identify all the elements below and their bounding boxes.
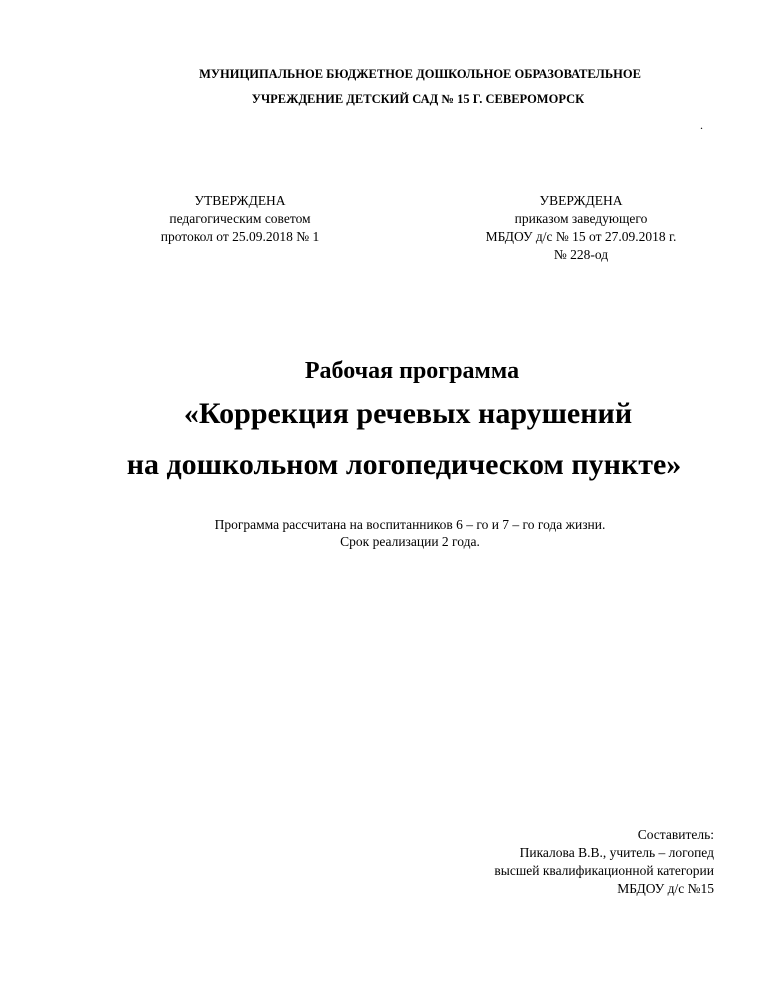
organization-name-line2: УЧРЕЖДЕНИЕ ДЕТСКИЙ САД № 15 Г. СЕВЕРОМОРСК	[251, 92, 585, 106]
approval-block-order	[446, 192, 716, 264]
organization-name-line1: МУНИЦИПАЛЬНОЕ БЮДЖЕТНОЕ ДОШКОЛЬНОЕ ОБРАЗОВАТЕЛЬНОЕ	[199, 67, 641, 81]
program-name-line1: «Коррекция речевых нарушений	[183, 397, 633, 430]
author-label: Составитель:	[637, 827, 714, 842]
header-mark: .	[700, 118, 703, 132]
program-name-line2: на дошкольном логопедическом пункте»	[126, 448, 682, 481]
approval-council-line1: педагогическим советом	[169, 211, 311, 226]
approval-order-title: УВЕРЖДЕНА	[539, 193, 623, 208]
author-institution: МБДОУ д/с №15	[617, 881, 714, 896]
approval-block-council	[140, 192, 340, 246]
program-description	[0, 516, 768, 550]
approval-council-line2: протокол от 25.09.2018 № 1	[160, 229, 320, 244]
program-duration: Срок реализации 2 года.	[340, 534, 480, 549]
author-qualification: высшей квалификационной категории	[494, 863, 714, 878]
approval-order-line1: приказом заведующего	[514, 211, 648, 226]
program-audience: Программа рассчитана на воспитанников 6 – го и 7 – го года жизни.	[214, 517, 606, 532]
approval-council-title: УТВЕРЖДЕНА	[194, 193, 286, 208]
approval-order-line2: МБДОУ д/с № 15 от 27.09.2018 г.	[485, 229, 677, 244]
author-name: Пикалова В.В., учитель – логопед	[519, 845, 714, 860]
author-block	[394, 826, 714, 898]
approval-order-line3: № 228-од	[553, 247, 609, 262]
program-heading: Рабочая программа	[304, 358, 520, 384]
